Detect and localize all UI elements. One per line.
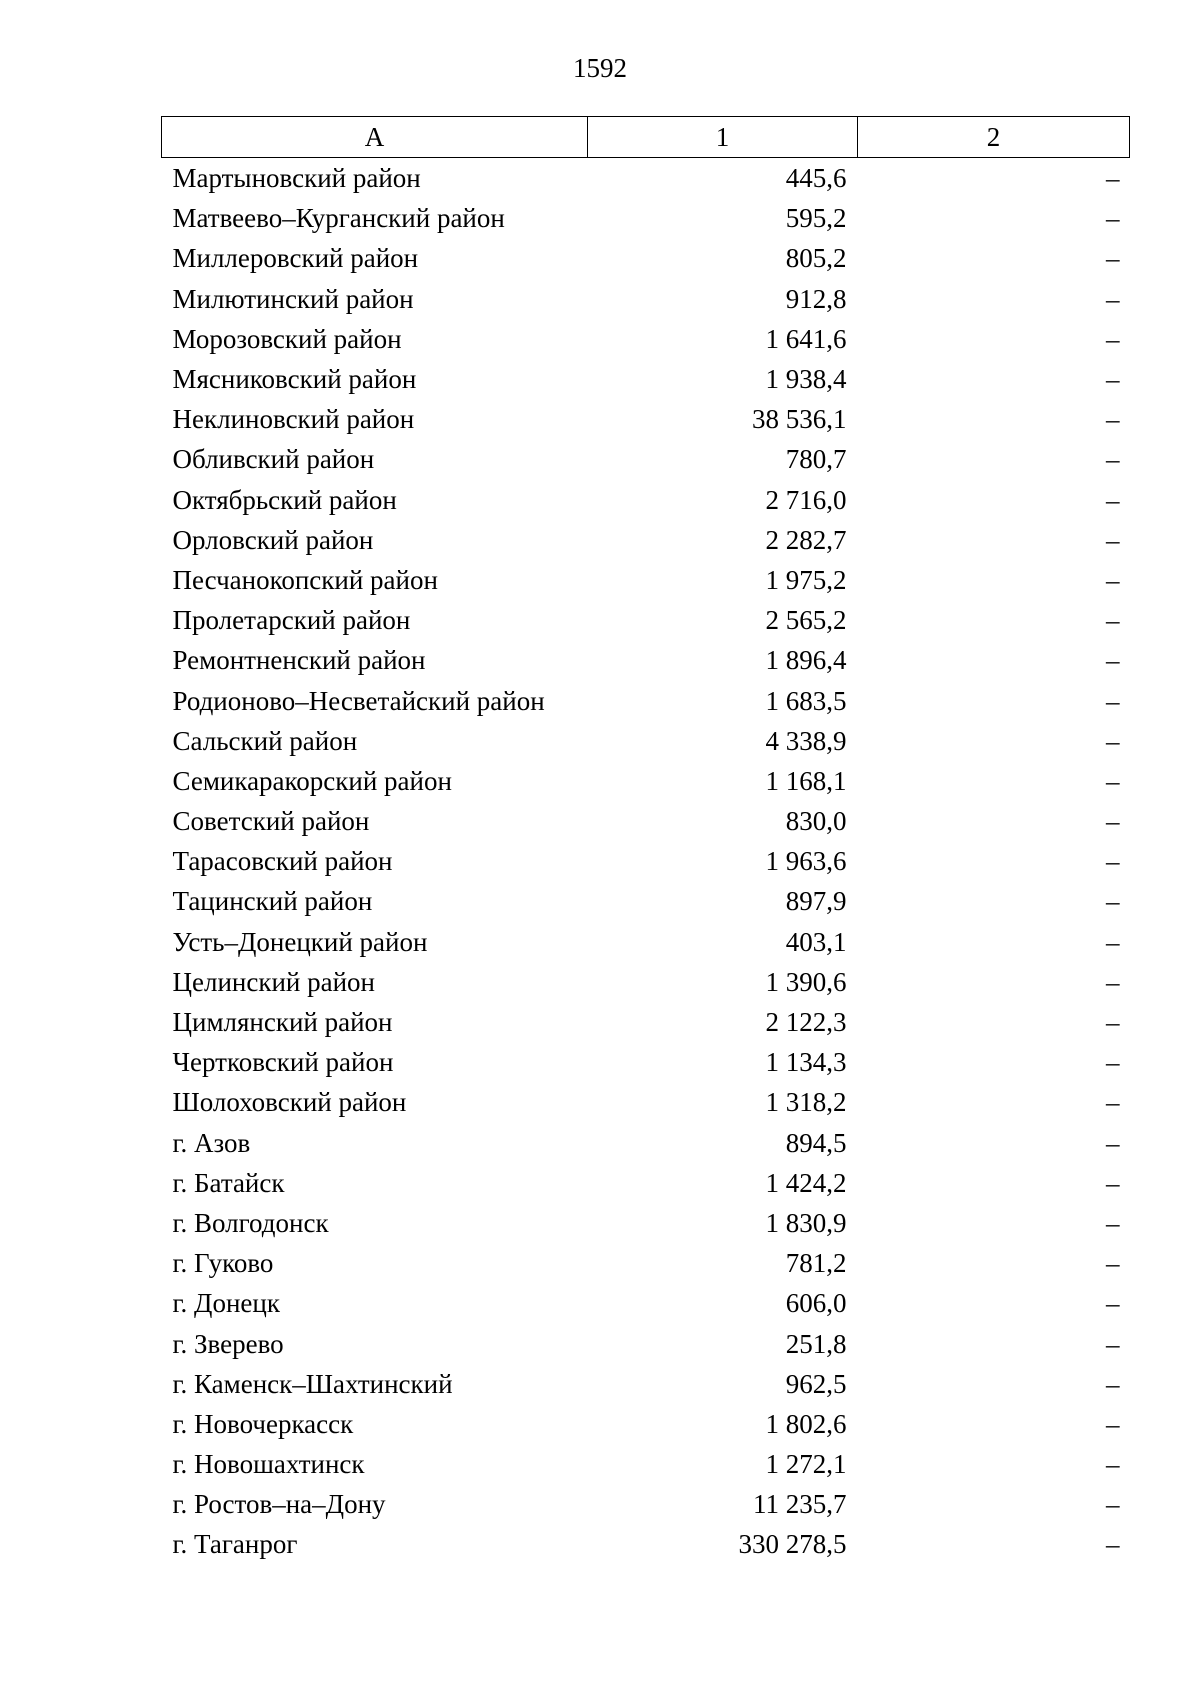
row-value-cell: 781,2 bbox=[785, 1248, 847, 1279]
table-row bbox=[162, 881, 1130, 921]
table-row bbox=[162, 721, 1130, 761]
row-dash-cell: – bbox=[1106, 685, 1120, 716]
header-cell-1: 1 bbox=[588, 117, 858, 158]
table-header bbox=[162, 117, 1130, 158]
row-name-cell: г. Зверево bbox=[172, 1328, 284, 1359]
table-row bbox=[162, 801, 1130, 841]
row-dash-cell: – bbox=[1106, 886, 1120, 917]
table-row bbox=[162, 439, 1130, 479]
table-row bbox=[162, 158, 1130, 199]
data-table bbox=[161, 116, 1130, 1565]
row-value-cell: 1 802,6 bbox=[765, 1408, 847, 1439]
table-row bbox=[162, 640, 1130, 680]
row-value-cell: 1 272,1 bbox=[765, 1449, 847, 1480]
table-row bbox=[162, 480, 1130, 520]
table-row bbox=[162, 680, 1130, 720]
row-value-cell: 805,2 bbox=[785, 243, 847, 274]
row-dash-cell: – bbox=[1106, 444, 1120, 475]
table-row bbox=[162, 560, 1130, 600]
row-value-cell: 445,6 bbox=[785, 163, 847, 194]
row-value-cell: 912,8 bbox=[785, 283, 847, 314]
row-dash-cell: – bbox=[1106, 1408, 1120, 1439]
row-name-cell: Обливский район bbox=[172, 444, 375, 475]
table-row bbox=[162, 198, 1130, 238]
row-value-cell: 1 975,2 bbox=[765, 564, 847, 595]
table-row bbox=[162, 1323, 1130, 1363]
row-name-cell: Шолоховский район bbox=[172, 1087, 407, 1118]
row-dash-cell: – bbox=[1106, 765, 1120, 796]
row-name-cell: Семикаракорский район bbox=[172, 765, 452, 796]
row-name-cell: г. Донецк bbox=[172, 1288, 280, 1319]
row-value-cell: 2 282,7 bbox=[765, 524, 847, 555]
row-value-cell: 38 536,1 bbox=[752, 404, 847, 435]
table-row bbox=[162, 520, 1130, 560]
row-value-cell: 403,1 bbox=[785, 926, 847, 957]
row-name-cell: Матвеево–Курганский район bbox=[172, 203, 505, 234]
row-name-cell: Пролетарский район bbox=[172, 605, 411, 636]
row-value-cell: 2 122,3 bbox=[765, 1007, 847, 1038]
row-value-cell: 606,0 bbox=[785, 1288, 847, 1319]
row-dash-cell: – bbox=[1106, 846, 1120, 877]
row-dash-cell: – bbox=[1106, 1167, 1120, 1198]
row-value-cell: 251,8 bbox=[785, 1328, 847, 1359]
row-value-cell: 962,5 bbox=[785, 1368, 847, 1399]
header-cell-a: А bbox=[162, 117, 588, 158]
table-row bbox=[162, 1123, 1130, 1163]
row-dash-cell: – bbox=[1106, 283, 1120, 314]
row-name-cell: Тацинский район bbox=[172, 886, 373, 917]
row-name-cell: г. Гуково bbox=[172, 1248, 274, 1279]
header-row bbox=[162, 117, 1130, 158]
row-dash-cell: – bbox=[1106, 1127, 1120, 1158]
table-row bbox=[162, 279, 1130, 319]
row-name-cell: Милютинский район bbox=[172, 283, 414, 314]
row-name-cell: г. Таганрог bbox=[172, 1529, 298, 1560]
row-name-cell: Орловский район bbox=[172, 524, 374, 555]
table-row bbox=[162, 1484, 1130, 1524]
row-name-cell: Ремонтненский район bbox=[172, 645, 426, 676]
row-name-cell: Морозовский район bbox=[172, 323, 402, 354]
row-value-cell: 2 565,2 bbox=[765, 605, 847, 636]
table-row bbox=[162, 319, 1130, 359]
table-row bbox=[162, 761, 1130, 801]
row-name-cell: г. Каменск–Шахтинский bbox=[172, 1368, 453, 1399]
row-dash-cell: – bbox=[1106, 1007, 1120, 1038]
row-name-cell: г. Ростов–на–Дону bbox=[172, 1489, 386, 1520]
row-name-cell: Чертковский район bbox=[172, 1047, 394, 1078]
row-dash-cell: – bbox=[1106, 926, 1120, 957]
row-name-cell: Сальский район bbox=[172, 725, 358, 756]
row-value-cell: 1 318,2 bbox=[765, 1087, 847, 1118]
row-dash-cell: – bbox=[1106, 1087, 1120, 1118]
row-name-cell: г. Новочеркасск bbox=[172, 1408, 354, 1439]
row-value-cell: 1 641,6 bbox=[765, 323, 847, 354]
row-dash-cell: – bbox=[1106, 605, 1120, 636]
row-value-cell: 2 716,0 bbox=[765, 484, 847, 515]
row-dash-cell: – bbox=[1106, 1248, 1120, 1279]
row-name-cell: Миллеровский район bbox=[172, 243, 419, 274]
row-value-cell: 4 338,9 bbox=[765, 725, 847, 756]
row-value-cell: 1 390,6 bbox=[765, 966, 847, 997]
row-name-cell: г. Батайск bbox=[172, 1167, 285, 1198]
row-value-cell: 1 168,1 bbox=[765, 765, 847, 796]
row-name-cell: г. Азов bbox=[172, 1127, 251, 1158]
row-dash-cell: – bbox=[1106, 1489, 1120, 1520]
table-row bbox=[162, 1404, 1130, 1444]
row-name-cell: Мартыновский район bbox=[172, 163, 421, 194]
row-value-cell: 330 278,5 bbox=[738, 1529, 847, 1560]
table-row bbox=[162, 359, 1130, 399]
row-value-cell: 1 134,3 bbox=[765, 1047, 847, 1078]
table-row bbox=[162, 1283, 1130, 1323]
table-row bbox=[162, 399, 1130, 439]
table-row bbox=[162, 1042, 1130, 1082]
row-dash-cell: – bbox=[1106, 524, 1120, 555]
row-dash-cell: – bbox=[1106, 725, 1120, 756]
row-name-cell: Песчанокопский район bbox=[172, 564, 438, 595]
row-value-cell: 595,2 bbox=[785, 203, 847, 234]
table-row bbox=[162, 1243, 1130, 1283]
row-dash-cell: – bbox=[1106, 1328, 1120, 1359]
table-row bbox=[162, 238, 1130, 278]
table-row bbox=[162, 1082, 1130, 1122]
table-row bbox=[162, 1002, 1130, 1042]
row-name-cell: Советский район bbox=[172, 806, 370, 837]
row-dash-cell: – bbox=[1106, 364, 1120, 395]
row-dash-cell: – bbox=[1106, 1207, 1120, 1238]
row-value-cell: 11 235,7 bbox=[753, 1489, 847, 1520]
row-name-cell: Родионово–Несветайский район bbox=[172, 685, 545, 716]
header-cell-2: 2 bbox=[858, 117, 1130, 158]
page-number: 1592 bbox=[573, 53, 627, 83]
row-dash-cell: – bbox=[1106, 1529, 1120, 1560]
row-dash-cell: – bbox=[1106, 484, 1120, 515]
table-row bbox=[162, 1524, 1130, 1564]
table-row bbox=[162, 600, 1130, 640]
row-value-cell: 830,0 bbox=[785, 806, 847, 837]
row-value-cell: 1 963,6 bbox=[765, 846, 847, 877]
row-value-cell: 894,5 bbox=[785, 1127, 847, 1158]
row-value-cell: 1 830,9 bbox=[765, 1207, 847, 1238]
row-dash-cell: – bbox=[1106, 1288, 1120, 1319]
row-dash-cell: – bbox=[1106, 203, 1120, 234]
table-row bbox=[162, 1444, 1130, 1484]
row-value-cell: 1 683,5 bbox=[765, 685, 847, 716]
table-row bbox=[162, 841, 1130, 881]
row-dash-cell: – bbox=[1106, 806, 1120, 837]
row-dash-cell: – bbox=[1106, 163, 1120, 194]
row-name-cell: Мясниковский район bbox=[172, 364, 417, 395]
row-dash-cell: – bbox=[1106, 1047, 1120, 1078]
row-name-cell: г. Новошахтинск bbox=[172, 1449, 365, 1480]
table-row bbox=[162, 962, 1130, 1002]
row-value-cell: 897,9 bbox=[785, 886, 847, 917]
row-dash-cell: – bbox=[1106, 645, 1120, 676]
row-value-cell: 1 896,4 bbox=[765, 645, 847, 676]
row-name-cell: Цимлянский район bbox=[172, 1007, 393, 1038]
row-value-cell: 1 938,4 bbox=[765, 364, 847, 395]
table-row bbox=[162, 1203, 1130, 1243]
table-row bbox=[162, 1364, 1130, 1404]
table-row bbox=[162, 1163, 1130, 1203]
row-name-cell: г. Волгодонск bbox=[172, 1207, 329, 1238]
row-dash-cell: – bbox=[1106, 564, 1120, 595]
row-name-cell: Усть–Донецкий район bbox=[172, 926, 428, 957]
row-dash-cell: – bbox=[1106, 1449, 1120, 1480]
row-dash-cell: – bbox=[1106, 404, 1120, 435]
row-name-cell: Целинский район bbox=[172, 966, 375, 997]
row-dash-cell: – bbox=[1106, 323, 1120, 354]
row-value-cell: 780,7 bbox=[785, 444, 847, 475]
row-name-cell: Тарасовский район bbox=[172, 846, 393, 877]
row-dash-cell: – bbox=[1106, 966, 1120, 997]
table-row bbox=[162, 922, 1130, 962]
row-dash-cell: – bbox=[1106, 243, 1120, 274]
row-value-cell: 1 424,2 bbox=[765, 1167, 847, 1198]
table-body bbox=[162, 158, 1130, 1565]
row-name-cell: Неклиновский район bbox=[172, 404, 415, 435]
row-name-cell: Октябрьский район bbox=[172, 484, 397, 515]
row-dash-cell: – bbox=[1106, 1368, 1120, 1399]
